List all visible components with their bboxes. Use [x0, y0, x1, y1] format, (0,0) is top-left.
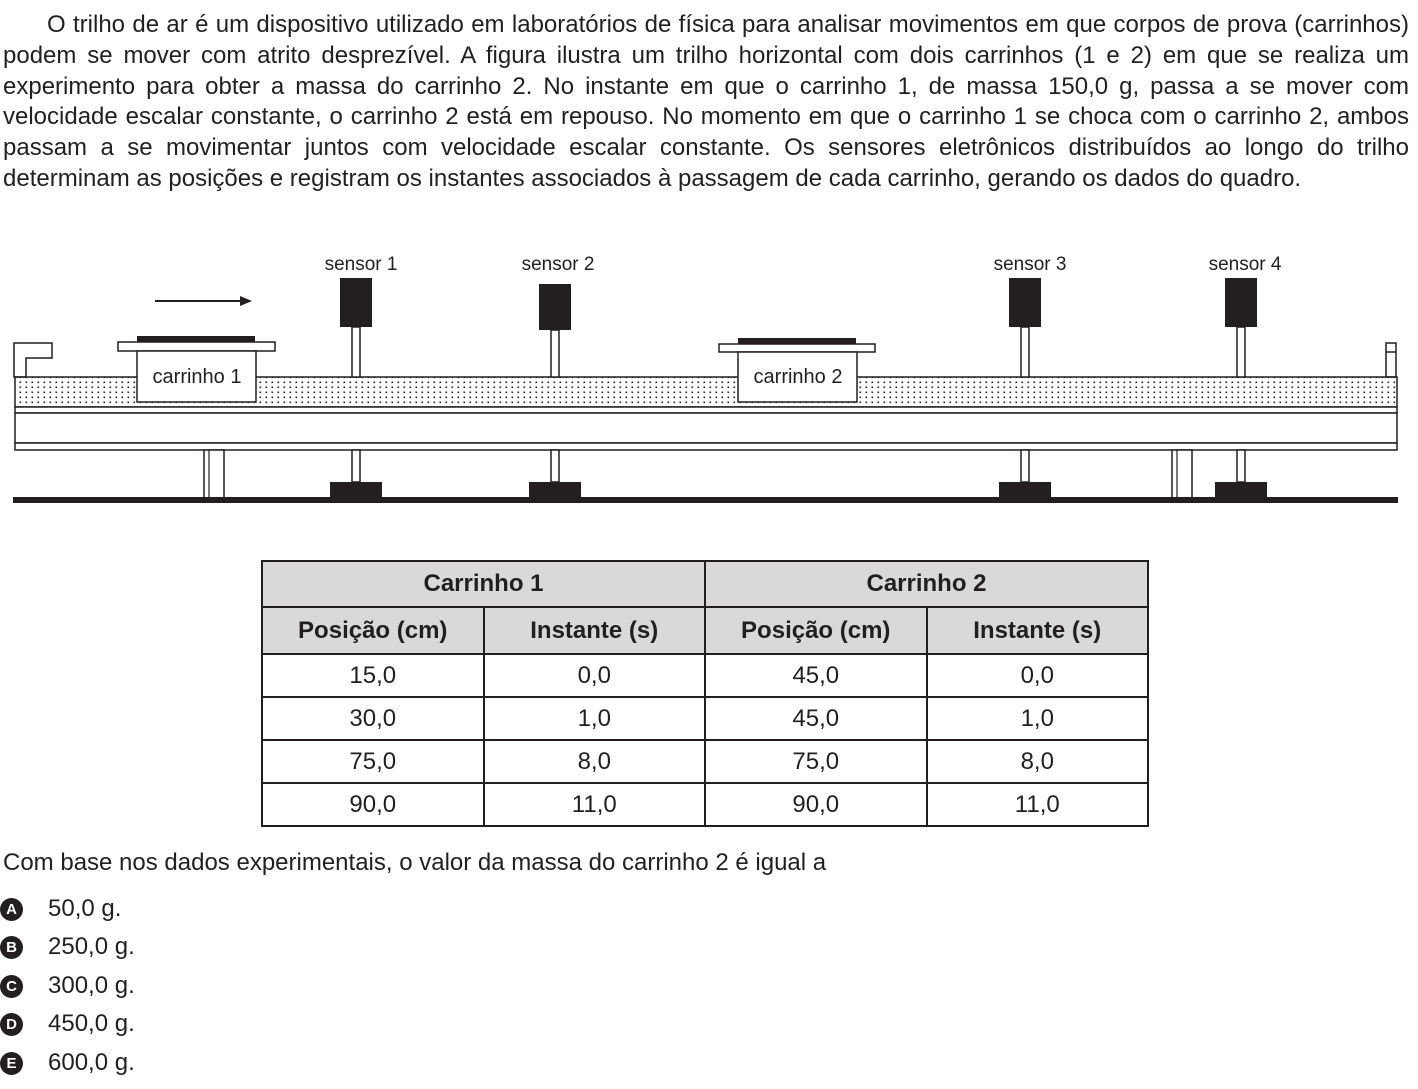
table-cell: 0,0: [484, 654, 706, 697]
table-cell: 45,0: [705, 654, 927, 697]
question-statement: O trilho de ar é um dispositivo utilizado em laboratórios de física para analisar movimentos em que corpos de prova (carrinhos) podem se mover com atrito desprezível. A figura ilustra um trilho horizontal com dois carrinhos (1 e 2) em que se realiza um experimento para obter a massa do carrinho 2. No instante em que o carrinho 1, de massa 150,0 g, passa a se mover com velocidade escalar constante, o carrinho 2 está em repouso. No momento em que o carrinho 1 se choca com o carrinho 2, ambos passam a se movimentar juntos com velocidade escalar constante. Os sensores eletrônicos distribuídos ao longo do trilho determinam as posições e registram os instantes associados à passagem de cada carrinho, gerando os dados do quadro.: [3, 11, 1409, 192]
column-header: Posição (cm): [262, 607, 484, 654]
table-cell: 30,0: [262, 697, 484, 740]
column-header: Instante (s): [927, 607, 1149, 654]
option-c[interactable]: [0, 970, 300, 1002]
option-text: 300,0 g.: [48, 972, 135, 999]
sensor-2-label: sensor 2: [521, 254, 595, 275]
option-text: 600,0 g.: [48, 1049, 135, 1076]
sensor-1-label: sensor 1: [324, 254, 398, 275]
table-cell: 1,0: [927, 697, 1149, 740]
option-d[interactable]: [0, 1008, 300, 1040]
sensor-4-label: sensor 4: [1208, 254, 1282, 275]
option-letter-badge: D: [0, 1013, 23, 1036]
rail-beam: [15, 407, 1397, 413]
table-cell: 45,0: [705, 697, 927, 740]
group-header-cart-1: Carrinho 1: [262, 561, 705, 607]
option-letter-badge: A: [0, 898, 23, 921]
option-text: 250,0 g.: [48, 933, 135, 960]
option-letter-badge: B: [0, 936, 23, 959]
table-cell: 90,0: [705, 783, 927, 826]
table-cell: 0,0: [927, 654, 1149, 697]
air-track-figure: [0, 245, 1418, 515]
option-b[interactable]: [0, 931, 300, 963]
cart-1: [118, 336, 275, 402]
table-cell: 8,0: [927, 740, 1149, 783]
table-cell: 75,0: [705, 740, 927, 783]
direction-arrow: [155, 296, 252, 306]
table-cell: 75,0: [262, 740, 484, 783]
group-header-cart-2: Carrinho 2: [705, 561, 1148, 607]
option-letter-badge: E: [0, 1052, 23, 1075]
option-a[interactable]: [0, 893, 300, 925]
table-cell: 15,0: [262, 654, 484, 697]
sensor-3-label: sensor 3: [993, 254, 1067, 275]
table-cell: 11,0: [927, 783, 1149, 826]
option-e[interactable]: [0, 1047, 300, 1079]
option-text: 50,0 g.: [48, 895, 122, 922]
table-cell: 90,0: [262, 783, 484, 826]
cart-2: [719, 338, 875, 402]
question-prompt: Com base nos dados experimentais, o valor da massa do carrinho 2 é igual a: [3, 849, 827, 876]
cart-1-label: carrinho 1: [152, 366, 242, 388]
cart-2-label: carrinho 2: [753, 366, 843, 388]
column-header: Posição (cm): [705, 607, 927, 654]
table-row: [262, 654, 1148, 697]
option-text: 450,0 g.: [48, 1010, 135, 1037]
data-table: [261, 560, 1149, 827]
option-letter-badge: C: [0, 975, 23, 998]
left-end-stop: [14, 343, 52, 377]
table-row: [262, 740, 1148, 783]
table-cell: 1,0: [484, 697, 706, 740]
table-row: [262, 697, 1148, 740]
column-header: Instante (s): [484, 607, 706, 654]
table-cell: 11,0: [484, 783, 706, 826]
table-cell: 8,0: [484, 740, 706, 783]
ground-line: [13, 497, 1398, 503]
right-end-stop: [1386, 343, 1396, 377]
table-row: [262, 783, 1148, 826]
